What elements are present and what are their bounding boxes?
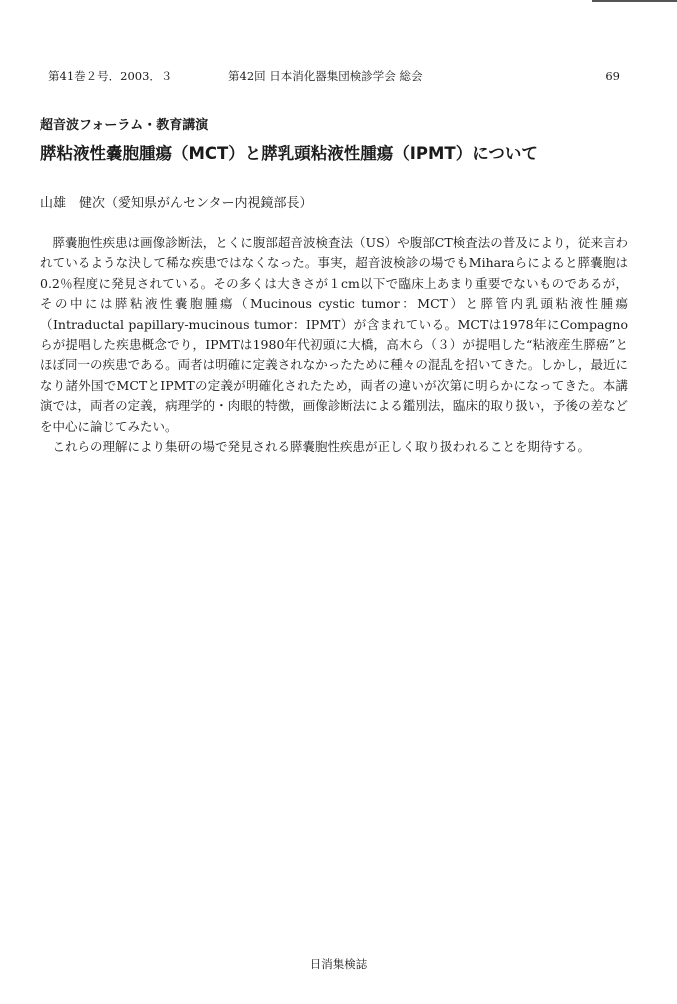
running-header bbox=[48, 68, 620, 84]
author-line bbox=[40, 195, 313, 213]
body-paragraph: 膵嚢胞性疾患は画像診断法，とくに腹部超音波検査法（US）や腹部CT検査法の普及により，従来言われているような決して稀な疾患ではなくなった。事実，超音波検診の場でもMiharaらによると膵嚢胞は0.2％程度に発見されている。その多くは大きさが１cm以下で臨床上あまり重要でないものであるが，その中には膵粘液性嚢胞腫瘍（Mucinous cystic tumor：MCT）と膵管内乳頭粘液性腫瘍（Intraductal papillary-mucinous tumor：IPMT）が含まれている。MCTは1978年にCompagnoらが提唱した疾患概念でり，IPMTは1980年代初頭に大橋，高木ら（３）が提唱した“粘液産生膵癌”とほぼ同一の疾患である。両者は明確に定義されなかったために種々の混乱を招いてきた。しかし，最近になり諸外国でMCTとIPMTの定義が明確化されたため，両者の違いが次第に明らかになってきた。本講演では，両者の定義，病理学的・肉眼的特徴，画像診断法による鑑別法，臨床的取り扱い，予後の差などを中心に論じてみたい。 bbox=[40, 235, 628, 434]
article-title: 膵粘液性嚢胞腫瘍（MCT）と膵乳頭粘液性腫瘍（IPMT）について bbox=[40, 144, 538, 163]
article-body bbox=[40, 233, 628, 457]
section-label: 超音波フォーラム・教育講演 bbox=[40, 118, 209, 133]
volume-issue-date: 第41巻２号．2003．３ bbox=[48, 69, 173, 83]
body-paragraph: これらの理解により集研の場で発見される膵嚢胞性疾患が正しく取り扱われることを期待する。 bbox=[52, 439, 591, 455]
top-edge-rule bbox=[592, 0, 677, 2]
conference-name: 第42回 日本消化器集団検診学会 総会 bbox=[228, 69, 423, 83]
author-affiliation: （愛知県がんセンター内視鏡部長） bbox=[105, 196, 313, 211]
journal-footer: 日消集検誌 bbox=[309, 957, 368, 971]
author-name: 山雄 健次 bbox=[40, 196, 106, 211]
page-number: 69 bbox=[605, 69, 620, 83]
